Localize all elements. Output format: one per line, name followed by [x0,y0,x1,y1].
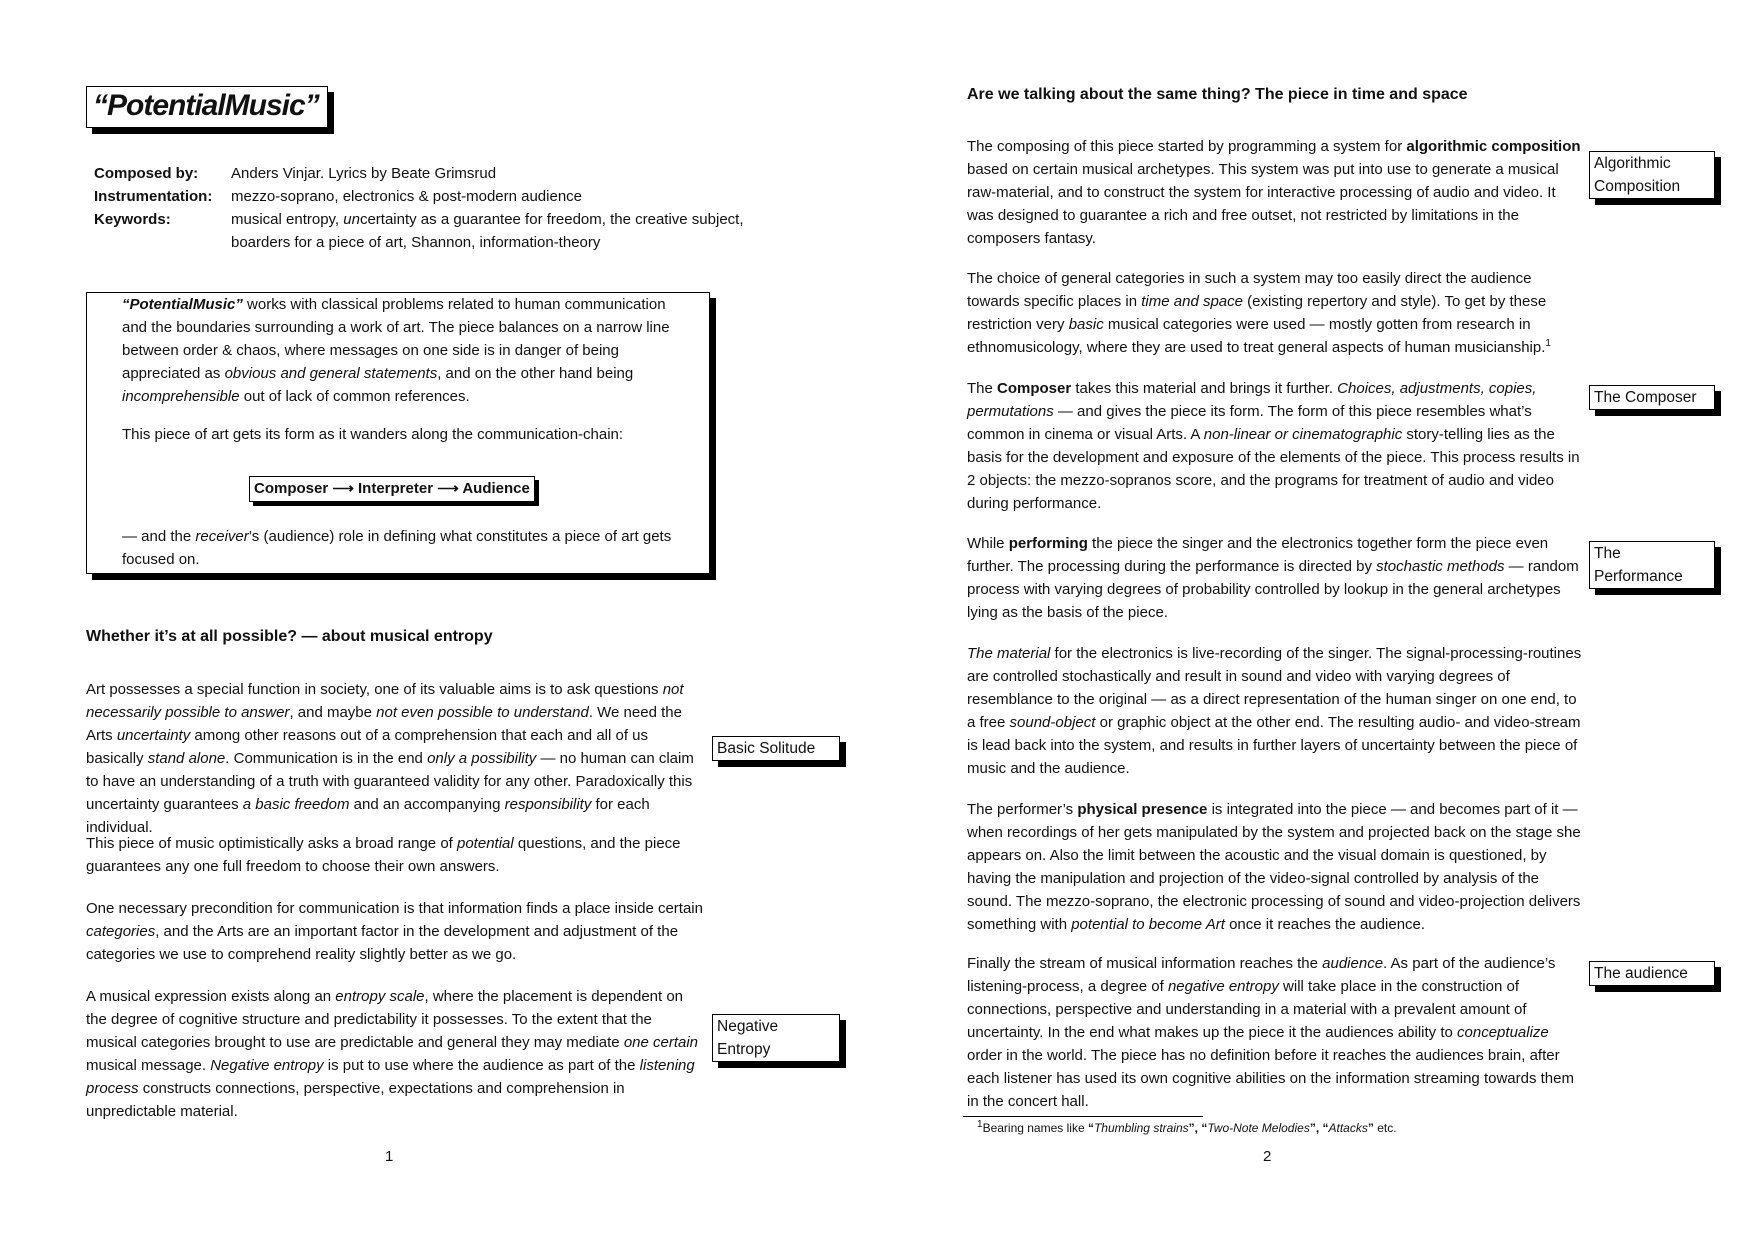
emphasis: categories [86,923,156,940]
text: constructs connections, perspective, expectations and comprehension in unpredictable material. [86,1080,625,1120]
body-paragraph [967,135,1582,250]
emphasis: Negative entropy [210,1057,324,1074]
emphasis: potential to become Art [1071,916,1225,933]
text: . We need the Arts [86,704,682,744]
text: This piece of music optimistically asks a broad range of [86,835,457,852]
emphasis: a basic freedom [242,796,350,813]
abstract-title: “PotentialMusic” [122,296,243,313]
emphasis: Two-Note Melodies [1207,1121,1310,1135]
text: — random process with varying degrees of probability controlled by lookup in the general archetypes lying as the basis of the piece. [967,558,1579,621]
emphasis: receiver [195,528,249,545]
meta-label: Keywords: [94,211,171,228]
text: based on certain musical archetypes. This system was put into use to generate a musical raw-material, and to construct the system for interactive processing of audio and video. It was designed to guarantee a rich and free outset, not restricted by limitations in the composers fantasy. [967,161,1559,247]
emphasis: not necessarily possible to answer [86,681,684,721]
emphasis: Thumbling strains [1093,1121,1189,1135]
emphasis: not even possible to understand [376,704,589,721]
quote-mark: “ [1087,1121,1094,1135]
strong-text: Composer [997,380,1072,397]
text: Bearing names like [982,1121,1088,1135]
text: will take place in the construction of connections, perspective and understanding in a material with a prevalent amount of uncertainty. In the end what makes up the piece it the audiences ability to [967,978,1527,1041]
text: questions, and the piece guarantees any one full freedom to choose their own answers. [86,835,681,875]
emphasis: obvious and general statements [224,365,438,382]
text: is integrated into the piece — and becomes part of it — when recordings of her gets manipulated by the system and projected back on the stage she appears on. Also the limit between the acoustic and the visual domain is questioned, by having the manipulation and projection of the video-signal controlled by analysis of the sound. The mezzo-soprano, the electronic processing of sound and video-projection delivers something with [967,801,1581,933]
emphasis: potential [457,835,514,852]
body-paragraph [967,642,1582,780]
keywords-text: musical entropy, [231,211,344,228]
meta-value [231,208,744,254]
text: takes this material and brings it further. [1071,380,1338,397]
body-paragraph [967,532,1582,624]
abstract-paragraph [122,293,678,408]
text: The performer’s [967,801,1078,818]
body-paragraph [86,832,706,878]
communication-chain-box: Composer ⟶ Interpreter ⟶ Audience [249,476,535,502]
page-number: 1 [385,1148,394,1165]
emphasis: The material [967,645,1051,662]
body-paragraph [967,377,1582,515]
text: and an accompanying [349,796,505,813]
emphasis: Attacks [1328,1121,1368,1135]
emphasis: only a possibility [427,750,537,767]
text: etc. [1373,1121,1397,1135]
meta-row-keywords [94,208,744,254]
emphasis: negative entropy [1167,978,1279,995]
meta-row-composed [94,162,744,185]
text: The composing of this piece started by programming a system for [967,138,1407,155]
emphasis: stochastic methods [1376,558,1505,575]
meta-label: Instrumentation: [94,188,213,205]
text: story-telling lies as the basis for the development and exposure of the elements of the piece. This process results in 2 objects: the mezzo-sopranos score, and the programs for treatment of audio and video during performance. [967,426,1580,512]
body-paragraph [86,897,706,966]
emphasis: entropy scale [335,988,425,1005]
text: A musical expression exists along an [86,988,336,1005]
page-2 [877,0,1754,1241]
text: out of lack of common references. [239,388,470,405]
text: — no human can claim to have an understanding of a truth with guaranteed validity for any other. Paradoxically this uncertainty guarantees [86,750,694,813]
text: The choice of general categories in such a system may too easily direct the audience towards specific places in [967,270,1532,310]
margin-note-negative-entropy [712,1014,840,1062]
footnote-marker: 1 [1545,338,1551,349]
metadata-table [94,162,744,254]
text: Art possesses a special function in society, one of its valuable aims is to ask questions [86,681,663,698]
emphasis: stand alone [147,750,226,767]
text: , and maybe [289,704,377,721]
emphasis: one certain [623,1034,699,1051]
body-paragraph [967,798,1582,936]
emphasis: non-linear or cinematographic [1203,426,1403,443]
text: , where the placement is dependent on the degree of cognitive structure and predictability it possesses. To the extent that the musical categories brought to use are predictable and general they may mediate [86,988,684,1051]
margin-note-algorithmic-composition [1589,151,1715,199]
strong-text: performing [1008,535,1088,552]
emphasis: conceptualize [1457,1024,1549,1041]
note-line: Composition [1594,178,1681,195]
note-line: Performance [1594,568,1683,585]
emphasis: time and space [1141,293,1243,310]
emphasis: Choices, adjustments, copies, permutations [967,380,1537,420]
margin-note-basic-solitude: Basic Solitude [712,736,840,761]
margin-note-composer: The Composer [1589,385,1715,410]
emphasis: uncertainty [116,727,191,744]
body-paragraph [967,952,1582,1113]
note-line: Entropy [717,1041,771,1058]
abstract-paragraph: This piece of art gets its form as it wanders along the communication-chain: [122,426,624,443]
meta-row-instrumentation [94,185,744,208]
margin-note-performance [1589,541,1715,589]
body-paragraph [967,267,1582,359]
text: — and the [122,528,196,545]
emphasis: audience [1322,955,1384,972]
text: for each individual. [86,796,650,836]
text: once it reaches the audience. [1224,916,1426,933]
keywords-text: boarders for a piece of art, Shannon, information-theory [231,234,601,251]
section-heading-time-space: Are we talking about the same thing? The piece in time and space [967,86,1468,103]
text: , and on the other hand being [437,365,634,382]
emphasis: responsibility [504,796,592,813]
strong-text: physical presence [1077,801,1208,818]
strong-text: algorithmic composition [1406,138,1581,155]
text: musical categories were used — mostly gotten from research in ethnomusicology, where they are used to treat general aspects of human musicianship. [967,316,1546,356]
text: Finally the stream of musical information reaches the [967,955,1323,972]
chain-wrapper [249,476,535,502]
text: is put to use where the audience as part of the [323,1057,640,1074]
text: works with classical problems related to human communication and the boundaries surrounding a work of art. The piece balances on a narrow line between order & chaos, where messages on one side is in danger of being appreciated as [122,296,670,382]
note-line: Negative [717,1018,779,1035]
text: among other reasons out of a comprehension that each and all of us basically [86,727,649,767]
text: (existing repertory and style). To get by these restriction very [967,293,1547,333]
abstract-box [86,292,710,574]
footnote [977,1120,1397,1136]
text: While [967,535,1009,552]
document-title: “PotentialMusic” [86,86,328,128]
body-paragraph [86,985,706,1123]
text: . Communication is in the end [225,750,428,767]
meta-value: mezzo-soprano, electronics & post-modern audience [231,188,583,205]
text: — and gives the piece its form. The form of this piece resembles what’s common in cinema or visual Arts. A [967,403,1532,443]
footnote-rule [963,1116,1203,1117]
emphasis: incomprehensible [122,388,240,405]
text: ’s (audience) role in defining what constitutes a piece of art gets focused on. [122,528,672,568]
text: or graphic object at the other end. The resulting audio- and video-stream is lead back into the system, and results in further layers of uncertainty between the piece of music and the audience. [967,714,1581,777]
margin-note-audience: The audience [1589,961,1715,986]
footnote-number: 1 [977,1119,983,1130]
text: musical message. [86,1057,211,1074]
emphasis: sound-object [1009,714,1096,731]
note-line: Algorithmic [1594,155,1671,172]
abstract-paragraph [122,525,678,571]
text: . As part of the audience’s listening-process, a degree of [967,955,1556,995]
note-line: The [1594,545,1621,562]
section-heading-entropy: Whether it’s at all possible? — about musical entropy [86,628,493,645]
quote-mark: ”, “ [1309,1121,1329,1135]
emphasis: basic [1068,316,1104,333]
text: The [967,380,998,397]
quote-mark: ” [1367,1121,1374,1135]
emphasis: listening process [86,1057,695,1097]
text: for the electronics is live-recording of the singer. The signal-processing-routines are controlled stochastically and result in sound and video with varying degrees of resemblance to the original — as a direct representation of the human singer on one end, to a free [967,645,1582,731]
text: One necessary precondition for communication is that information finds a place inside certain [86,900,703,917]
text: , and the Arts are an important factor in the development and adjustment of the categories we use to comprehend reality slightly better as we go. [86,923,679,963]
quote-mark: ”, “ [1188,1121,1208,1135]
page-number: 2 [1263,1148,1272,1165]
keywords-emphasis: un [343,211,360,228]
body-paragraph [86,678,706,839]
text: order in the world. The piece has no definition before it reaches the audiences brain, after each listener has used its own cognitive abilities on the information streaming towards them in the concert hall. [967,1047,1574,1110]
meta-value: Anders Vinjar. Lyrics by Beate Grimsrud [231,165,497,182]
keywords-text: certainty as a guarantee for freedom, the creative subject, [359,211,744,228]
text: the piece the singer and the electronics together form the piece even further. The processing during the performance is directed by [967,535,1549,575]
meta-label: Composed by: [94,165,199,182]
